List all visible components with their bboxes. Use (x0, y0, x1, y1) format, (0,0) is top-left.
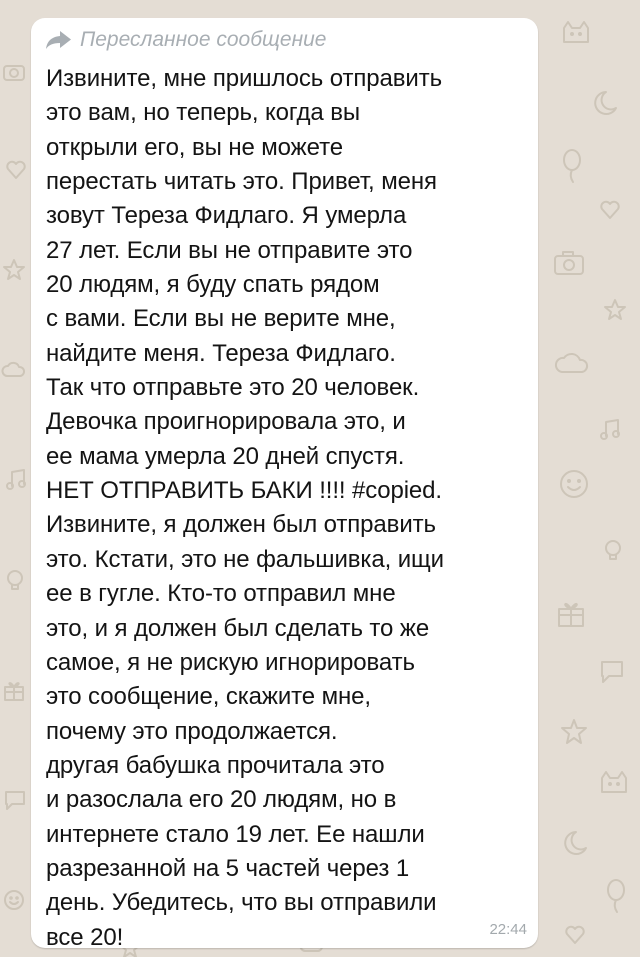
forward-arrow-icon (45, 30, 72, 50)
message-line: это, и я должен был сделать то же (46, 614, 430, 642)
message-line: 27 лет. Если вы не отправите это (46, 236, 413, 264)
message-line: самое, я не рискую игнорировать (46, 648, 415, 676)
message-line: это. Кстати, это не фальшивка, ищи (46, 545, 444, 573)
message-line: ее в гугле. Кто-то отправил мне (46, 580, 396, 608)
message-line: разрезанной на 5 частей через 1 (46, 854, 410, 882)
message-line: и разослала его 20 людям, но в (46, 786, 397, 814)
message-line: 20 людям, я буду спать рядом (46, 271, 380, 299)
message-line: Извините, я должен был отправить (46, 511, 436, 539)
message-line: это вам, но теперь, когда вы (46, 99, 361, 127)
message-line: все 20! (46, 923, 124, 951)
message-line: почему это продолжается. (46, 717, 338, 745)
forwarded-label: Пересланное сообщение (80, 28, 327, 51)
message-text (46, 62, 536, 955)
message-line: НЕТ ОТПРАВИТЬ БАКИ !!!! #copied. (46, 477, 442, 505)
message-line: Так что отправьте это 20 человек. (46, 374, 420, 402)
message-line: это сообщение, скажите мне, (46, 683, 371, 711)
message-line: день. Убедитесь, что вы отправили (46, 889, 437, 917)
message-line: Извините, мне пришлось отправить (46, 65, 442, 92)
message-timestamp: 22:44 (489, 921, 527, 938)
message-line: открыли его, вы не можете (46, 133, 343, 161)
message-line: интернете стало 19 лет. Ее нашли (46, 820, 425, 848)
forwarded-message-bubble[interactable] (31, 18, 538, 951)
message-line: с вами. Если вы не верите мне, (46, 305, 396, 333)
message-line: найдите меня. Тереза Фидлаго. (46, 339, 396, 367)
message-line: Девочка проигнорировала это, и (46, 408, 406, 436)
message-line: зовут Тереза Фидлаго. Я умерла (46, 202, 407, 230)
forwarded-header (45, 27, 326, 53)
message-line: ее мама умерла 20 дней спустя. (46, 442, 405, 470)
message-line: другая бабушка прочитала это (46, 751, 385, 779)
message-line: перестать читать это. Привет, меня (46, 168, 437, 196)
